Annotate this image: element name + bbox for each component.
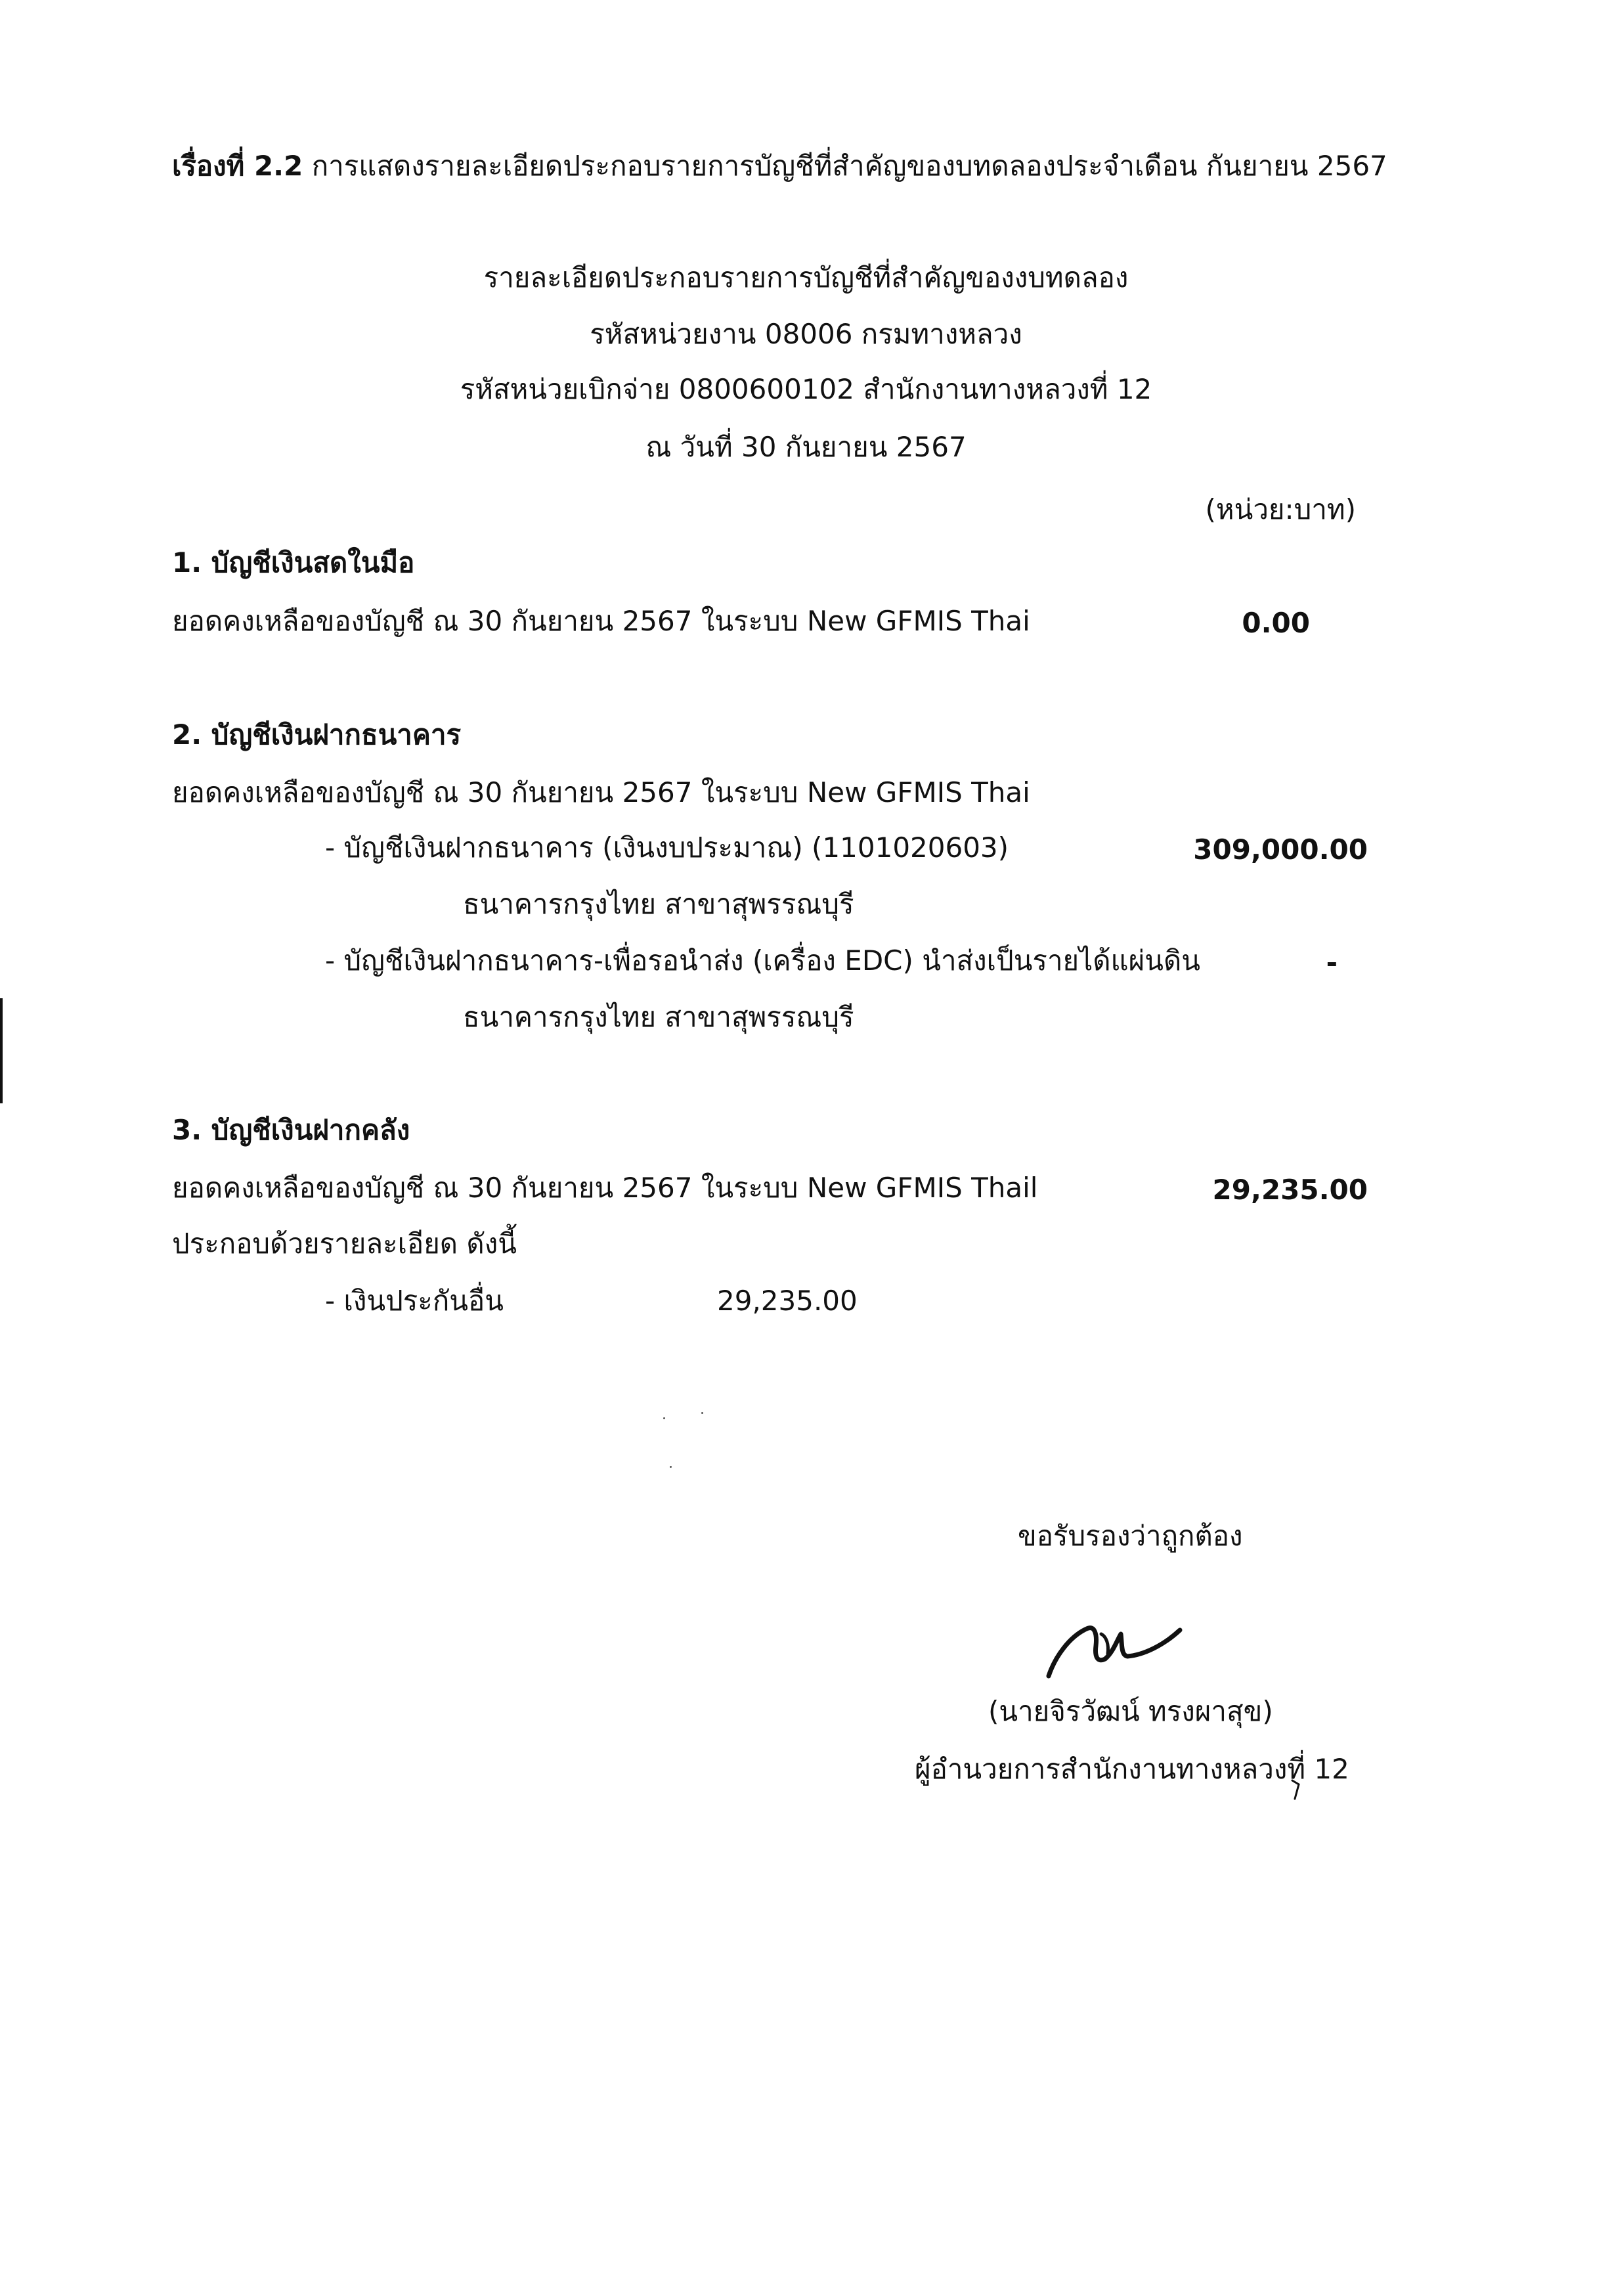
disbursing-unit-line: รหัสหน่วยเบิกจ่าย 0800600102 สำนักงานทางหลวงที่ 12 (460, 373, 1152, 405)
section2-balance-text: ยอดคงเหลือของบัญชี ณ 30 กันยายน 2567 ในระบบ New GFMIS Thai (172, 776, 1030, 808)
pen-mark (1287, 1777, 1307, 1803)
scan-speck (701, 1412, 703, 1414)
section1-heading: 1. บัญชีเงินสดในมือ (172, 546, 415, 579)
section3-detail-intro: ประกอบด้วยรายละเอียด ดังนี้ (172, 1227, 517, 1260)
section3-amount: 29,235.00 (1212, 1174, 1368, 1206)
certification-statement: ขอรับรองว่าถูกต้อง (1018, 1520, 1243, 1552)
subject-label: เรื่องที่ 2.2 (172, 150, 303, 182)
subject-line (172, 152, 1387, 180)
section3-detail-label: - เงินประกันอื่น (325, 1285, 504, 1317)
section2-item2-text: - บัญชีเงินฝากธนาคาร-เพื่อรอนำส่ง (เครื่อง EDC) นำส่งเป็นรายได้แผ่นดิน (325, 944, 1200, 977)
section2-item2-amount: - (1326, 946, 1338, 979)
signatory-name: (นายจิรวัฒน์ ทรงผาสุข) (988, 1695, 1273, 1727)
unit-label: (หน่วย:บาท) (1205, 493, 1356, 525)
scan-edge-line (0, 998, 3, 1103)
scan-speck (663, 1417, 665, 1419)
signature (1041, 1602, 1192, 1688)
subject-text: การแสดงรายละเอียดประกอบรายการบัญชีที่สำคัญของบทดลองประจำเดือน กันยายน 2567 (311, 150, 1387, 182)
signatory-position: ผู้อำนวยการสำนักงานทางหลวงที่ 12 (915, 1753, 1349, 1785)
section1-balance-text: ยอดคงเหลือของบัญชี ณ 30 กันยายน 2567 ในระบบ New GFMIS Thai (172, 605, 1030, 637)
report-title: รายละเอียดประกอบรายการบัญชีที่สำคัญของงบทดลอง (483, 261, 1129, 294)
section3-balance-text: ยอดคงเหลือของบัญชี ณ 30 กันยายน 2567 ในระบบ New GFMIS Thail (172, 1172, 1038, 1204)
scan-speck (670, 1466, 672, 1468)
section2-item1-text: - บัญชีเงินฝากธนาคาร (เงินงบประมาณ) (1101020603) (325, 831, 1009, 864)
section3-heading: 3. บัญชีเงินฝากคลัง (172, 1114, 410, 1146)
section2-item1-bank: ธนาคารกรุงไทย สาขาสุพรรณบุรี (463, 888, 854, 920)
section3-detail-amount: 29,235.00 (717, 1285, 858, 1317)
section2-heading: 2. บัญชีเงินฝากธนาคาร (172, 718, 462, 751)
section2-item2-bank: ธนาคารกรุงไทย สาขาสุพรรณบุรี (463, 1001, 854, 1033)
report-date: ณ วันที่ 30 กันยายน 2567 (645, 431, 967, 463)
agency-code-line: รหัสหน่วยงาน 08006 กรมทางหลวง (590, 318, 1022, 350)
section2-item1-amount: 309,000.00 (1193, 833, 1368, 866)
section1-amount: 0.00 (1242, 607, 1310, 639)
